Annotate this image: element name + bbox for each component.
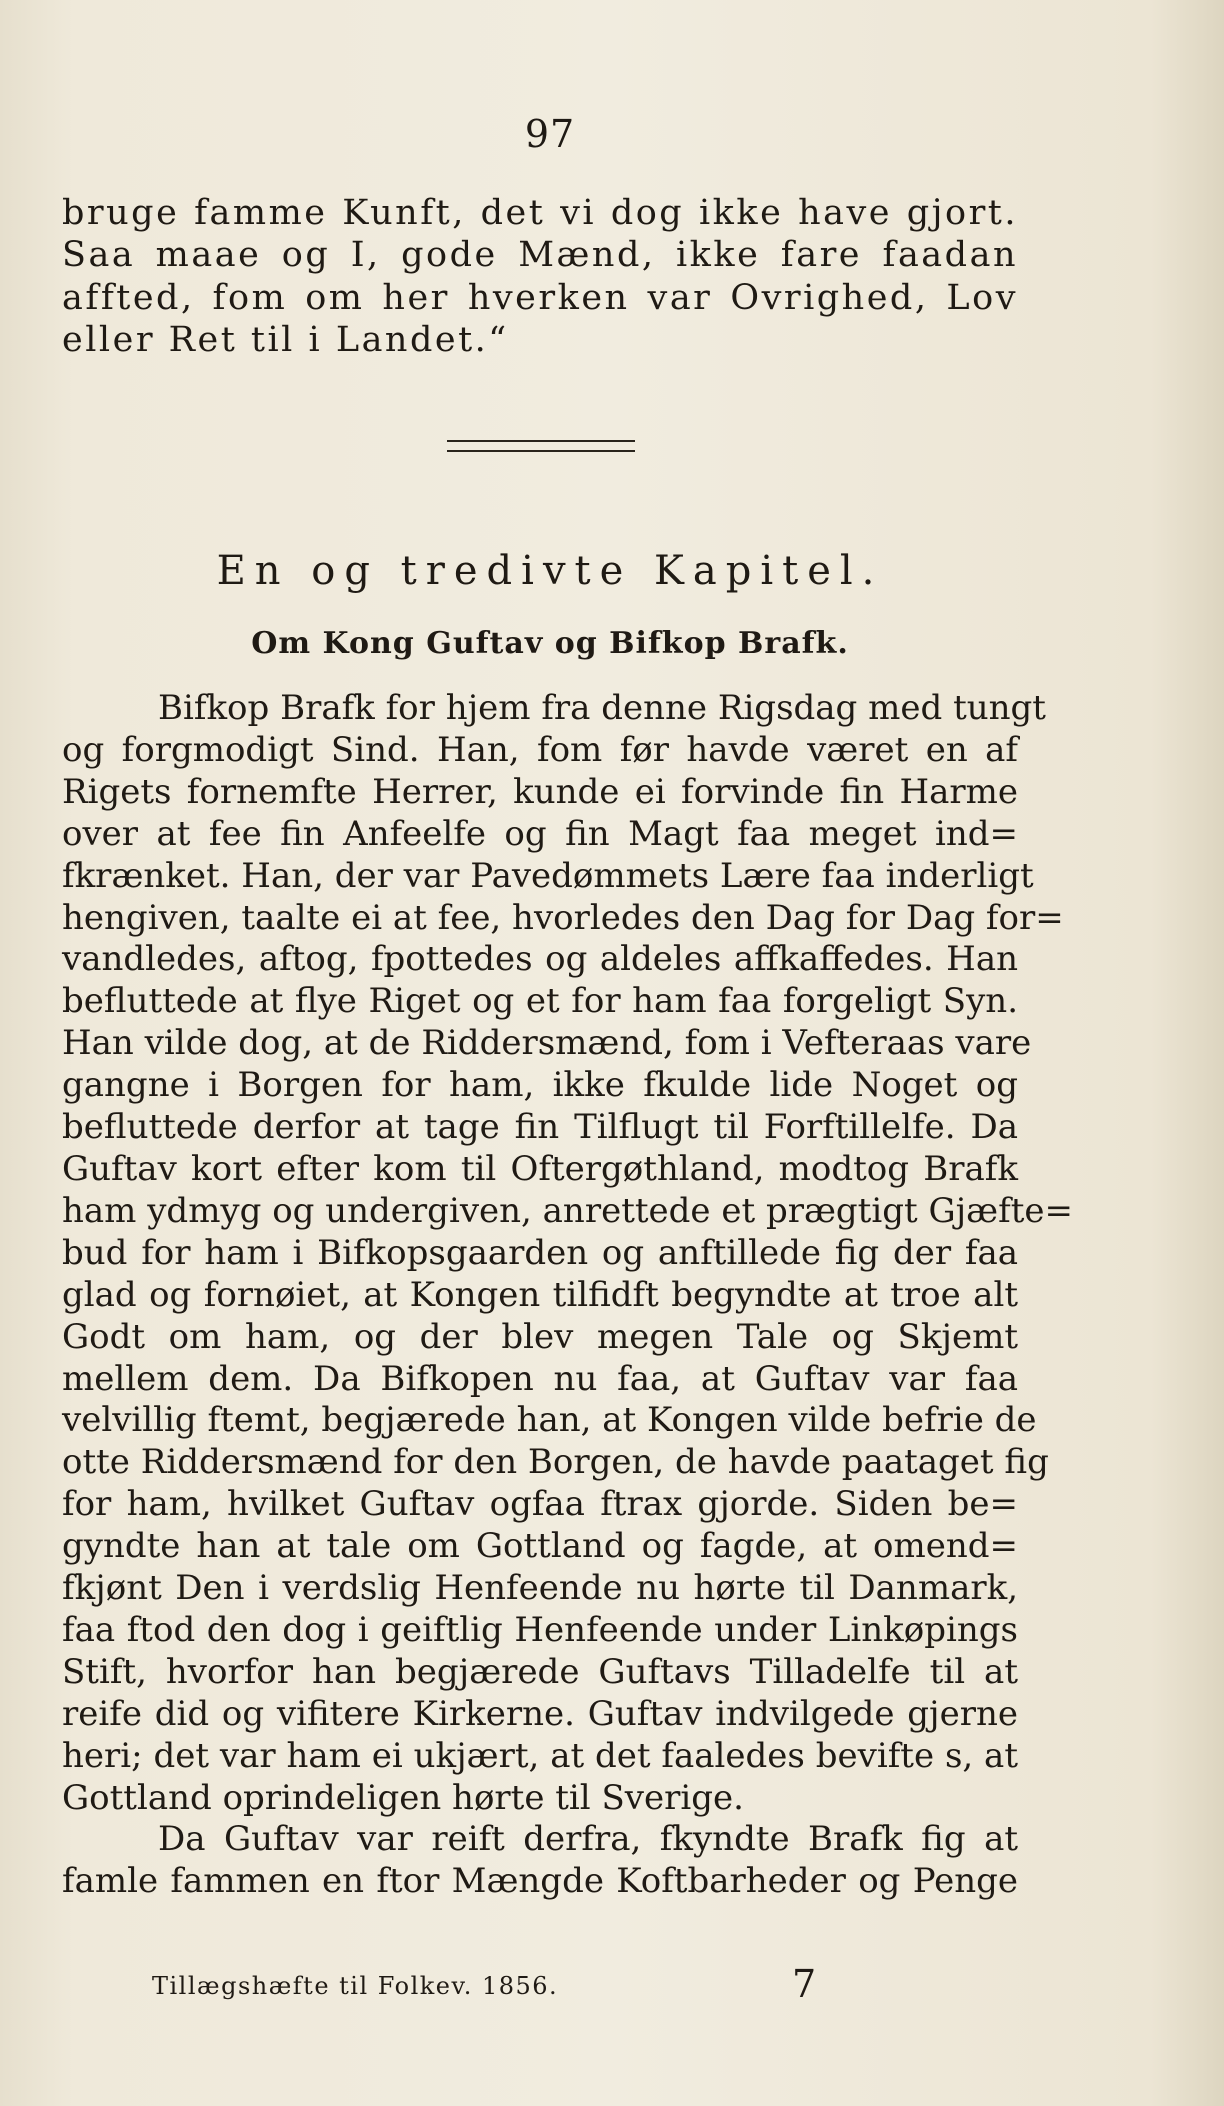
text-line: affted, fom om her hverken var Ovrighed, Lov: [62, 277, 1018, 318]
text-line: for ham, hvilket Guftav ogfaa ftrax gjorde. Siden be=: [62, 1484, 1018, 1525]
text-line: vandledes, aftog, fpottedes og aldeles affkaffedes. Han: [62, 939, 1018, 980]
text-line: gangne i Borgen for ham, ikke fkulde lide Noget og: [62, 1065, 1018, 1106]
text-line: fkrænket. Han, der var Pavedømmets Lære faa inderligt: [62, 855, 1034, 896]
chapter-body: [62, 688, 1073, 1903]
text-line: befluttede at flye Riget og et for ham faa forgeligt Syn.: [62, 981, 1018, 1022]
text-line: fkjønt Den i verdslig Henfeende nu hørte til Danmark,: [62, 1568, 1018, 1609]
chapter-subtitle: Om Kong Guftav og Bifkop Brafk.: [251, 626, 849, 661]
text-line: Da Guftav var reift derfra, fkyndte Brafk fig at: [158, 1819, 1018, 1860]
text-line: glad og fornøiet, at Kongen tilfidft begyndte at troe alt: [62, 1274, 1018, 1315]
text-line: heri; det var ham ei ukjært, at det faaledes bevifte s, at: [62, 1735, 1018, 1776]
text-line: reife did og vifitere Kirkerne. Guftav indvilgede gjerne: [62, 1693, 1018, 1734]
text-line: befluttede derfor at tage fin Tilflugt til Forftillelfe. Da: [62, 1107, 1018, 1148]
text-line: velvillig ftemt, begjærede han, at Kongen vilde befrie de: [62, 1400, 1037, 1441]
footer-publication: Tillægshæfte til Folkev. 1856.: [152, 1972, 559, 2000]
continuation-text: [62, 192, 1018, 362]
text-line: eller Ret til i Landet.“: [62, 320, 509, 361]
text-line: famle fammen en ftor Mængde Koftbarheder og Penge: [62, 1861, 1018, 1902]
text-line: bruge famme Kunft, det vi dog ikke have gjort.: [62, 193, 1018, 233]
chapter-heading: En og tredivte Kapitel.: [216, 548, 884, 594]
section-divider: [447, 440, 635, 452]
text-line: mellem dem. Da Bifkopen nu faa, at Guftav var faa: [62, 1358, 1018, 1399]
text-line: bud for ham i Bifkopsgaarden og anftillede fig der faa: [62, 1232, 1018, 1273]
text-line: Godt om ham, og der blev megen Tale og Skjemt: [62, 1316, 1018, 1357]
text-line: faa ftod den dog i geiftlig Henfeende under Linkøpings: [62, 1609, 1018, 1650]
text-line: hengiven, taalte ei at fee, hvorledes den Dag for Dag for=: [62, 897, 1064, 938]
text-line: gyndte han at tale om Gottland og fagde, at omend=: [62, 1526, 1018, 1567]
text-line: over at fee fin Anfeelfe og fin Magt faa meget ind=: [62, 813, 1018, 854]
text-line: Saa maae og I, gode Mænd, ikke fare faadan: [62, 235, 1018, 276]
text-line: ham ydmyg og undergiven, anrettede et prægtigt Gjæfte=: [62, 1190, 1073, 1231]
text-line: og forgmodigt Sind. Han, fom før havde været en af: [62, 729, 1018, 770]
text-line: Rigets fornemfte Herrer, kunde ei forvinde fin Harme: [62, 771, 1018, 812]
text-line: Gottland oprindeligen hørte til Sverige.: [62, 1777, 744, 1818]
text-line: Bifkop Brafk for hjem fra denne Rigsdag med tungt: [158, 688, 1046, 728]
page-footer: [152, 1962, 1012, 2012]
text-line: Guftav kort efter kom til Oftergøthland, modtog Brafk: [62, 1148, 1018, 1189]
text-line: Han vilde dog, at de Riddersmænd, fom i Vefteraas vare: [62, 1023, 1032, 1064]
signature-mark: 7: [792, 1962, 817, 2006]
page-number: 97: [524, 112, 576, 156]
text-line: otte Riddersmænd for den Borgen, de havde paataget fig: [62, 1442, 1049, 1483]
text-line: Stift, hvorfor han begjærede Guftavs Tilladelfe til at: [62, 1651, 1018, 1692]
